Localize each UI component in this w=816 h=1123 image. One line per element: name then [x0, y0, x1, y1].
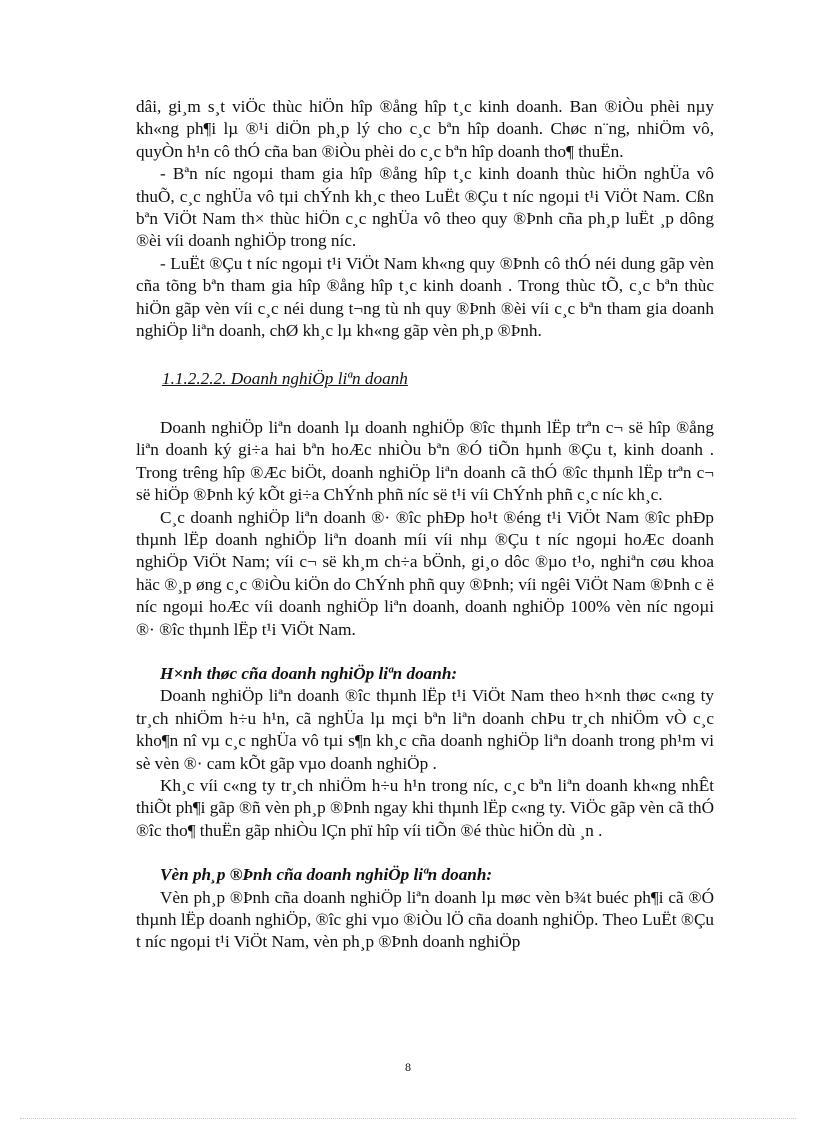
paragraph: - Bªn níc ngoµi tham gia hîp ®ång hîp t¸c kinh doanh thùc hiÖn nghÜa vô thuÕ, c¸c nghÜa vô tµi chÝnh kh¸c theo LuËt ®Çu t níc ngoµi t¹i ViÖt Nam. Cßn bªn ViÖt Nam th× thùc hiÖn c¸c nghÜa vô theo quy ®Þnh cña ph¸p luËt ¸p dông ®èi víi doanh nghiÖp trong níc.	[136, 164, 714, 251]
heading-capital: Vèn ph¸p ®Þnh cña doanh nghiÖp liªn doanh:	[160, 865, 493, 885]
section-subheading: 1.1.2.2.2. Doanh nghiÖp liªn doanh	[162, 369, 408, 389]
paragraph: Doanh nghiÖp liªn doanh lµ doanh nghiÖp ®îc thµnh lËp trªn c¬ së hîp ®ång liªn doanh ký gi÷a hai bªn hoÆc nhiÒu bªn ®Ó tiÕn hµnh ®Çu t, kinh doanh . Trong trêng hîp ®Æc biÖt, doanh nghiÖp liªn doanh cã thÓ ®îc thµnh lËp trªn c¬ së hiÖp ®Þnh ký kÕt gi÷a ChÝnh phñ níc së t¹i víi ChÝnh phñ c¸c níc kh¸c.	[136, 417, 714, 505]
paragraph: C¸c doanh nghiÖp liªn doanh ®· ®îc phÐp ho¹t ®éng t¹i ViÖt Nam ®îc phÐp thµnh lËp doanh nghiÖp liªn doanh míi víi nhµ ®Çu t níc ngoµi hoÆc doanh nghiÖp ViÖt Nam; víi c¬ së kh¸m ch÷a bÖnh, gi¸o dôc ®µo t¹o, nghiªn cøu khoa häc ®¸p øng c¸c ®iÒu kiÖn do ChÝnh phñ quy ®Þnh; víi ngêi ViÖt Nam ®Þnh c ë níc ngoµi hoÆc víi doanh nghiÖp liªn doanh, doanh nghiÖp 100% vèn níc ngoµi ®· ®îc thµnh lËp t¹i ViÖt Nam.	[136, 507, 714, 639]
paragraph: - LuËt ®Çu t níc ngoµi t¹i ViÖt Nam kh«ng quy ®Þnh cô thÓ néi dung gãp vèn cña tõng bªn tham gia hîp ®ång hîp t¸c kinh doanh . Trong thùc tÕ, c¸c bªn thùc hiÖn gãp vèn víi c¸c néi dung t¬ng tù nh quy ®Þnh ®èi víi c¸c bªn tham gia doanh nghiÖp liªn doanh, chØ kh¸c lµ kh«ng gãp vèn ph¸p ®Þnh.	[136, 253, 714, 341]
body-text	[136, 96, 714, 954]
paragraph: dâi, gi¸m s¸t viÖc thùc hiÖn hîp ®ång hîp t¸c kinh doanh. Ban ®iÒu phèi nµy kh«ng ph¶i lµ ®¹i diÖn ph¸p lý cho c¸c bªn hîp doanh. Chøc n¨ng, nhiÖm vô, quyÒn h¹n cô thÓ cña ban ®iÒu phèi do c¸c bªn hîp doanh tho¶ thuËn.	[136, 97, 714, 161]
page-divider	[20, 1118, 796, 1119]
page-number: 8	[405, 1060, 411, 1074]
heading-form: H×nh thøc cña doanh nghiÖp liªn doanh:	[160, 663, 458, 683]
paragraph: Vèn ph¸p ®Þnh cña doanh nghiÖp liªn doanh lµ møc vèn b¾t buéc ph¶i cã ®Ó thµnh lËp doanh nghiÖp, ®îc ghi vµo ®iÒu lÖ cña doanh nghiÖp. Theo LuËt ®Çu t níc ngoµi t¹i ViÖt Nam, vèn ph¸p ®Þnh doanh nghiÖp	[136, 887, 714, 952]
paragraph: Doanh nghiÖp liªn doanh ®îc thµnh lËp t¹i ViÖt Nam theo h×nh thøc c«ng ty tr¸ch nhiÖm h÷u h¹n, cã nghÜa lµ mçi bªn liªn doanh chÞu tr¸ch nhiÖm vÒ c¸c kho¶n nî vµ c¸c nghÜa vô tµi s¶n kh¸c cña doanh nghiÖp liªn doanh trong ph¹m vi sè vèn ®· cam kÕt gãp vµo doanh nghiÖp .	[136, 686, 714, 773]
paragraph: Kh¸c víi c«ng ty tr¸ch nhiÖm h÷u h¹n trong níc, c¸c bªn liªn doanh kh«ng nhÊt thiÕt ph¶i gãp ®ñ vèn ph¸p ®Þnh ngay khi thµnh lËp c«ng ty. ViÖc gãp vèn cã thÓ ®îc tho¶ thuËn gãp nhiÒu lÇn phï hîp víi tiÕn ®é thùc hiÖn dù ¸n .	[136, 775, 714, 840]
